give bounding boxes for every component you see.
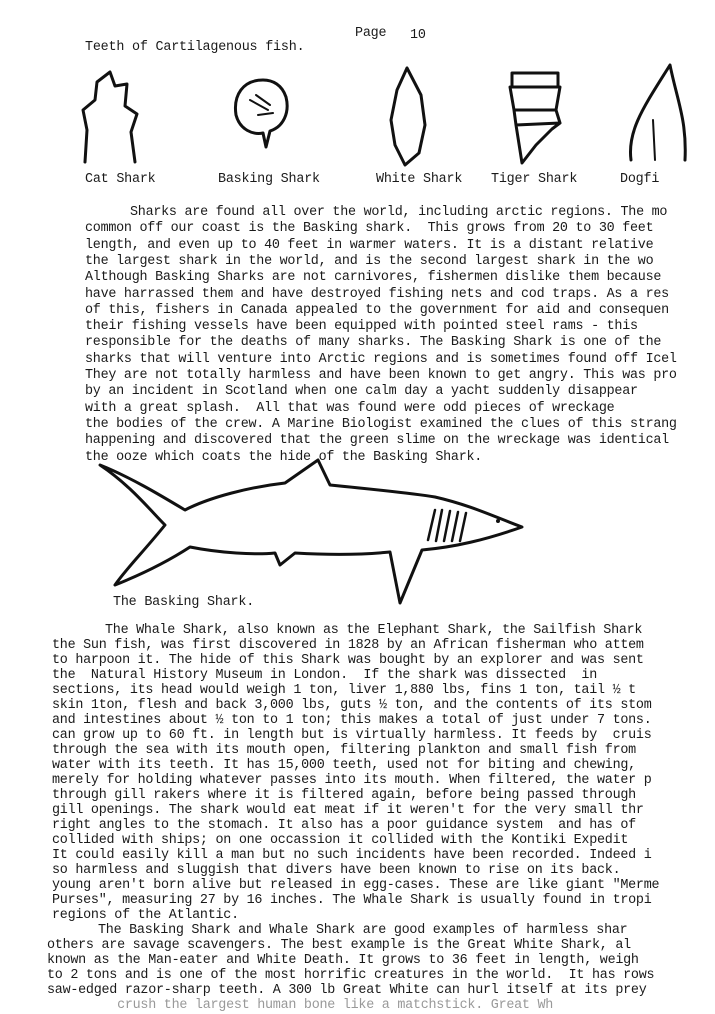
figure-caption: The Basking Shark. xyxy=(113,595,255,610)
text-line: through gill rakers where it is filtered again, before being passed through xyxy=(52,788,636,803)
tooth-label-dogfish: Dogfi xyxy=(620,172,660,187)
text-line: can grow up to 60 ft. in length but is virtually harmless. It feeds by cruis xyxy=(52,728,652,743)
text-line: Although Basking Sharks are not carnivores, fishermen dislike them because xyxy=(85,270,662,286)
text-line: collided with ships; on one occassion it collided with the Kontiki Expedit xyxy=(52,833,629,848)
text-line: the bodies of the crew. A Marine Biologist examined the clues of this strang xyxy=(85,416,677,432)
text-line: others are savage scavengers. The best example is the Great White Shark, al xyxy=(47,938,631,953)
text-line: saw-edged razor-sharp teeth. A 300 lb Great White can hurl itself at its prey xyxy=(47,983,647,998)
text-line: Purses", measuring 27 by 16 inches. The Whale Shark is usually found in tropi xyxy=(52,893,652,908)
text-line: length, and even up to 40 feet in warmer waters. It is a distant relative xyxy=(85,237,654,253)
page-label: Page xyxy=(355,26,387,41)
text-line: known as the Man-eater and White Death. It grows to 36 feet in length, weigh xyxy=(47,953,639,968)
text-line: to harpoon it. The hide of this Shark was bought by an explorer and was sent xyxy=(52,653,644,668)
text-line: merely for holding whatever passes into its mouth. When filtered, the water p xyxy=(52,773,652,788)
text-line: the ooze which coats the hide of the Basking Shark. xyxy=(85,449,483,465)
text-line: the Sun fish, was first discovered in 1828 by an African fisherman who attem xyxy=(52,638,644,653)
tooth-label-basking-shark: Basking Shark xyxy=(218,172,320,187)
text-line: to 2 tons and is one of the most horrific creatures in the world. It has rows xyxy=(47,968,655,983)
text-line: the Natural History Museum in London. If the shark was dissected in xyxy=(52,668,597,683)
dogfish-tooth-icon xyxy=(625,60,695,170)
text-line: the largest shark in the world, and is the second largest shark in the wo xyxy=(85,253,654,269)
text-line: with a great splash. All that was found were odd pieces of wreckage xyxy=(85,400,615,416)
text-line: sharks that will venture into Arctic regions and is sometimes found off Icel xyxy=(85,351,677,367)
white-shark-tooth-icon xyxy=(385,65,435,170)
text-line: skin 1ton, flesh and back 3,000 lbs, guts ½ ton, and the contents of its stom xyxy=(52,698,652,713)
text-line: They are not totally harmless and have been known to get angry. This was pro xyxy=(85,368,677,383)
text-line: water with its teeth. It has 15,000 teeth, used not for biting and chewing, xyxy=(52,758,636,773)
text-line: responsible for the deaths of many sharks. The Basking Shark is one of the xyxy=(85,335,662,351)
text-line: so harmless and sluggish that divers have been known to rise on its back. xyxy=(52,863,621,878)
text-line: young aren't born alive but released in egg-cases. These are like giant "Merme xyxy=(52,878,660,893)
text-line: The Basking Shark and Whale Shark are good examples of harmless shar xyxy=(98,923,628,938)
basking-shark-drawing-icon xyxy=(90,455,535,615)
text-line: sections, its head would weigh 1 ton, liver 1,880 lbs, fins 1 ton, tail ½ t xyxy=(52,683,636,698)
tiger-shark-tooth-icon xyxy=(500,65,570,170)
tooth-label-cat-shark: Cat Shark xyxy=(85,172,156,187)
text-line: happening and discovered that the green slime on the wreckage was identical xyxy=(85,433,669,449)
text-line: gill openings. The shark would eat meat if it weren't for the very small thr xyxy=(52,803,644,818)
page-number: 10 xyxy=(410,28,426,43)
text-line: have harrassed them and have destroyed fishing nets and cod traps. As a res xyxy=(85,286,669,302)
text-line: regions of the Atlantic. xyxy=(52,908,239,923)
text-line: right angles to the stomach. It also has a poor guidance system and has of xyxy=(52,818,636,833)
text-line: and intestines about ½ ton to 1 ton; this makes a total of just under 7 tons. xyxy=(52,713,652,728)
tooth-label-white-shark: White Shark xyxy=(376,172,463,187)
teeth-heading: Teeth of Cartilagenous fish. xyxy=(85,40,305,55)
text-line: by an incident in Scotland when one calm day a yacht suddenly disappear xyxy=(85,384,638,400)
text-line: Sharks are found all over the world, including arctic regions. The mo xyxy=(130,205,668,220)
tooth-label-tiger-shark: Tiger Shark xyxy=(491,172,578,187)
text-line: The Whale Shark, also known as the Elephant Shark, the Sailfish Shark xyxy=(105,623,643,638)
text-line: through the sea with its mouth open, filtering plankton and small fish from xyxy=(52,743,636,758)
basking-shark-tooth-icon xyxy=(228,75,298,155)
text-line: of this, fishers in Canada appealed to the government for aid and consequen xyxy=(85,302,669,318)
text-line: their fishing vessels have been equipped with pointed steel rams - this xyxy=(85,319,638,335)
cat-shark-tooth-icon xyxy=(75,70,145,170)
text-line: It could easily kill a man but no such incidents have been recorded. Indeed i xyxy=(52,848,652,863)
text-line: crush the largest human bone like a matchstick. Great Wh xyxy=(47,998,554,1013)
text-line: common off our coast is the Basking shark. This grows from 20 to 30 feet xyxy=(85,221,654,237)
